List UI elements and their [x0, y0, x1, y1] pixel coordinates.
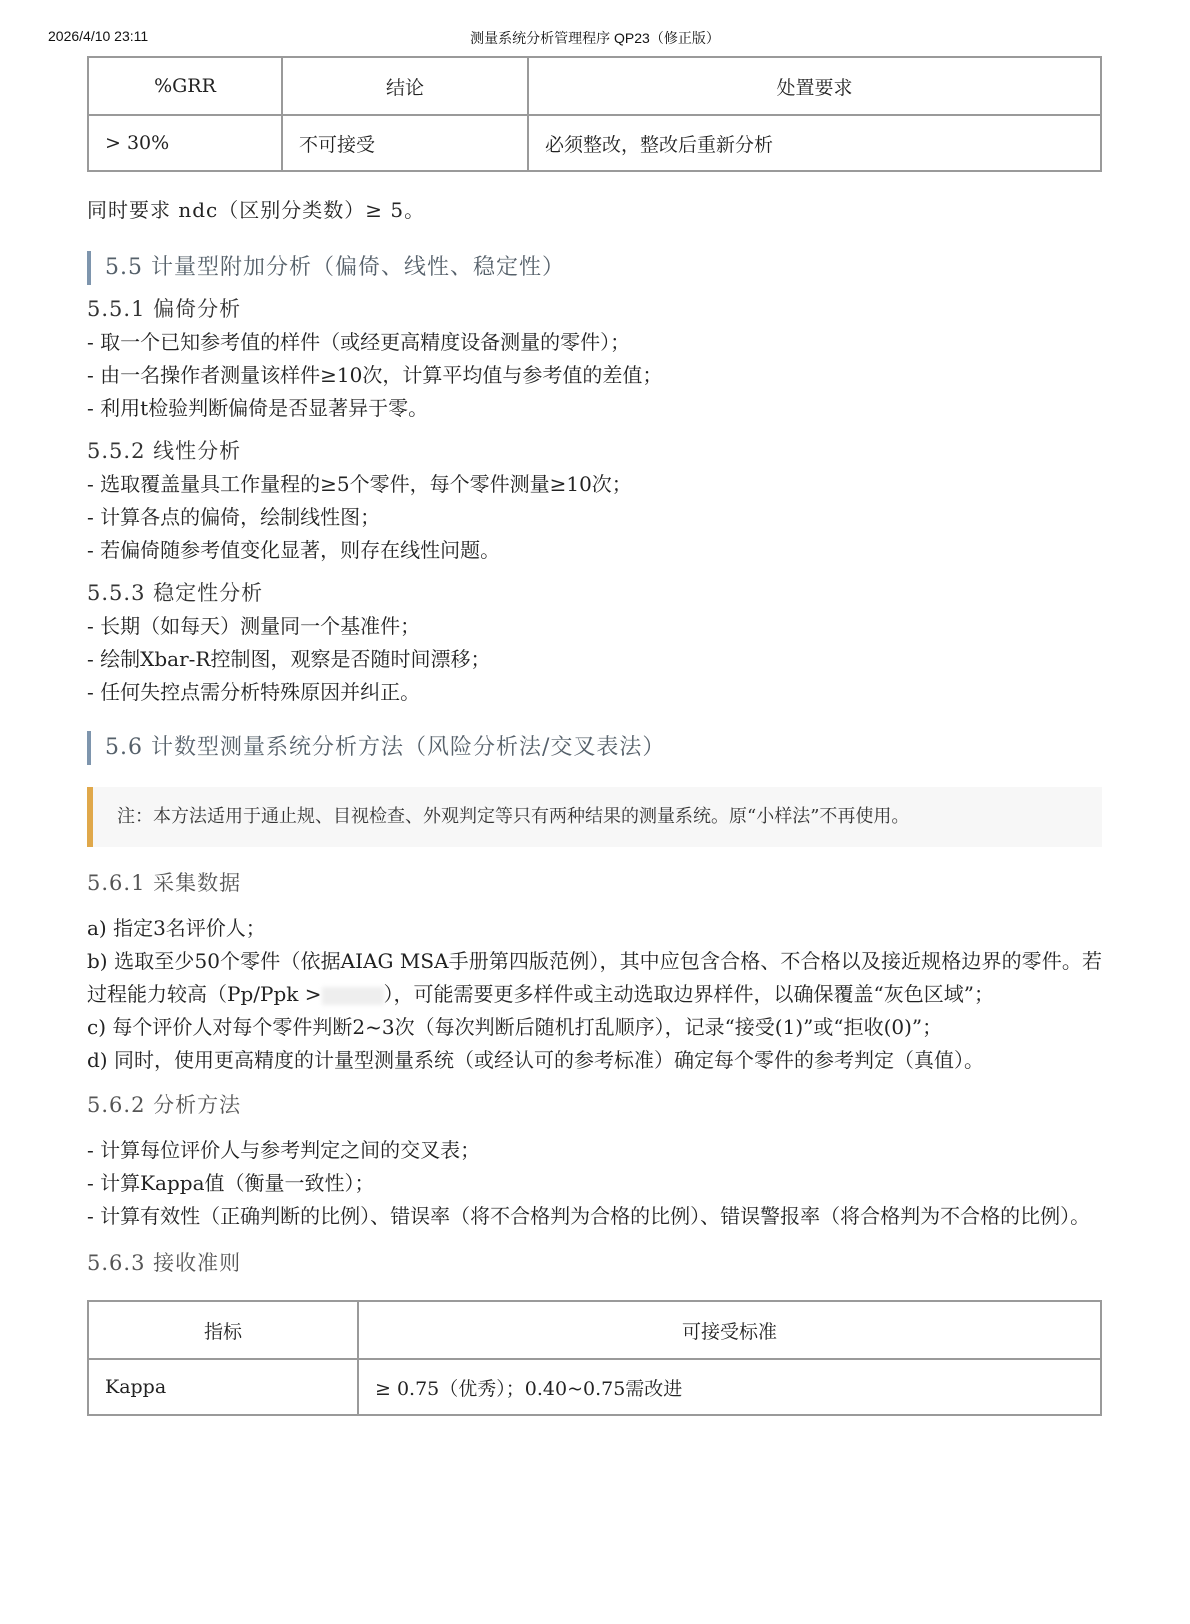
section-5-5-title: 5.5 计量型附加分析（偏倚、线性、稳定性）	[87, 251, 1102, 285]
list-item: - 利用t检验判断偏倚是否显著异于零。	[87, 396, 429, 420]
page-content	[87, 56, 1102, 1416]
note-box: 注：本方法适用于通止规、目视检查、外观判定等只有两种结果的测量系统。原“小样法”不再使用。	[87, 787, 1102, 847]
section-5-5-3-title: 5.5.3 稳定性分析	[87, 581, 264, 605]
list-item-a: a) 指定3名评价人；	[87, 916, 266, 940]
list-item: - 计算Kappa值（衡量一致性）；	[87, 1171, 375, 1195]
print-datetime: 2026/4/10 23:11	[48, 28, 149, 44]
header-action: 处置要求	[528, 57, 1101, 115]
list-item-b-part2: ），可能需要更多样件或主动选取边界样件，以确保覆盖“灰色区域”；	[383, 982, 994, 1006]
cell-criteria: ≥ 0.75（优秀）；0.40~0.75需改进	[358, 1359, 1101, 1415]
cell-grr: > 30%	[88, 115, 282, 171]
section-5-5-1-title: 5.5.1 偏倚分析	[87, 297, 242, 321]
table-row	[88, 115, 1101, 171]
section-5-5-2-title: 5.5.2 线性分析	[87, 439, 242, 463]
acceptance-table	[87, 1300, 1102, 1416]
table-header-row	[88, 57, 1101, 115]
list-item: - 由一名操作者测量该样件≥10次，计算平均值与参考值的差值；	[87, 363, 663, 387]
section-5-6-1-title: 5.6.1 采集数据	[87, 871, 242, 895]
ndc-requirement: 同时要求 ndc（区别分类数）≥ 5。	[87, 198, 426, 222]
cell-conclusion: 不可接受	[282, 115, 528, 171]
list-item: - 任何失控点需分析特殊原因并纠正。	[87, 680, 421, 704]
list-item: - 取一个已知参考值的样件（或经更高精度设备测量的零件）；	[87, 330, 631, 354]
table-row	[88, 1359, 1101, 1415]
list-item: - 计算每位评价人与参考判定之间的交叉表；	[87, 1138, 481, 1162]
cell-action: 必须整改，整改后重新分析	[528, 115, 1101, 171]
list-item: - 选取覆盖量具工作量程的≥5个零件，每个零件测量≥10次；	[87, 472, 632, 496]
table-header-row	[88, 1301, 1101, 1359]
list-item: - 长期（如每天）测量同一个基准件；	[87, 614, 421, 638]
grr-table	[87, 56, 1102, 172]
redacted-value	[322, 987, 384, 1005]
document-title: 测量系统分析管理程序 QP23（修正版）	[470, 30, 720, 46]
section-5-6-2-title: 5.6.2 分析方法	[87, 1093, 242, 1117]
cell-metric: Kappa	[88, 1359, 358, 1415]
list-item-c: c) 每个评价人对每个零件判断2~3次（每次判断后随机打乱顺序），记录“接受(1)”或“拒收(0)”；	[87, 1015, 943, 1039]
list-item-b-part1: b) 选取至少50个零件（依据AIAG MSA手册第四版范例），其中应包含合格、不合格以及接近规格边界的零件。若过程能力较高（Pp/Ppk >	[87, 949, 1102, 1006]
section-5-6-3-title: 5.6.3 接收准则	[87, 1251, 242, 1275]
header-conclusion: 结论	[282, 57, 528, 115]
section-5-6-title: 5.6 计数型测量系统分析方法（风险分析法/交叉表法）	[87, 731, 1102, 765]
list-item-b	[87, 945, 1102, 1011]
list-item: - 计算各点的偏倚，绘制线性图；	[87, 505, 381, 529]
header-grr: %GRR	[88, 57, 282, 115]
header-criteria: 可接受标准	[358, 1301, 1101, 1359]
list-item: - 绘制Xbar-R控制图，观察是否随时间漂移；	[87, 647, 491, 671]
header-metric: 指标	[88, 1301, 358, 1359]
list-item: - 计算有效性（正确判断的比例）、错误率（将不合格判为合格的比例）、错误警报率（将合格判为不合格的比例）。	[87, 1204, 1091, 1228]
list-item: - 若偏倚随参考值变化显著，则存在线性问题。	[87, 538, 501, 562]
list-item-d: d) 同时，使用更高精度的计量型测量系统（或经认可的参考标准）确定每个零件的参考判定（真值）。	[87, 1048, 984, 1072]
